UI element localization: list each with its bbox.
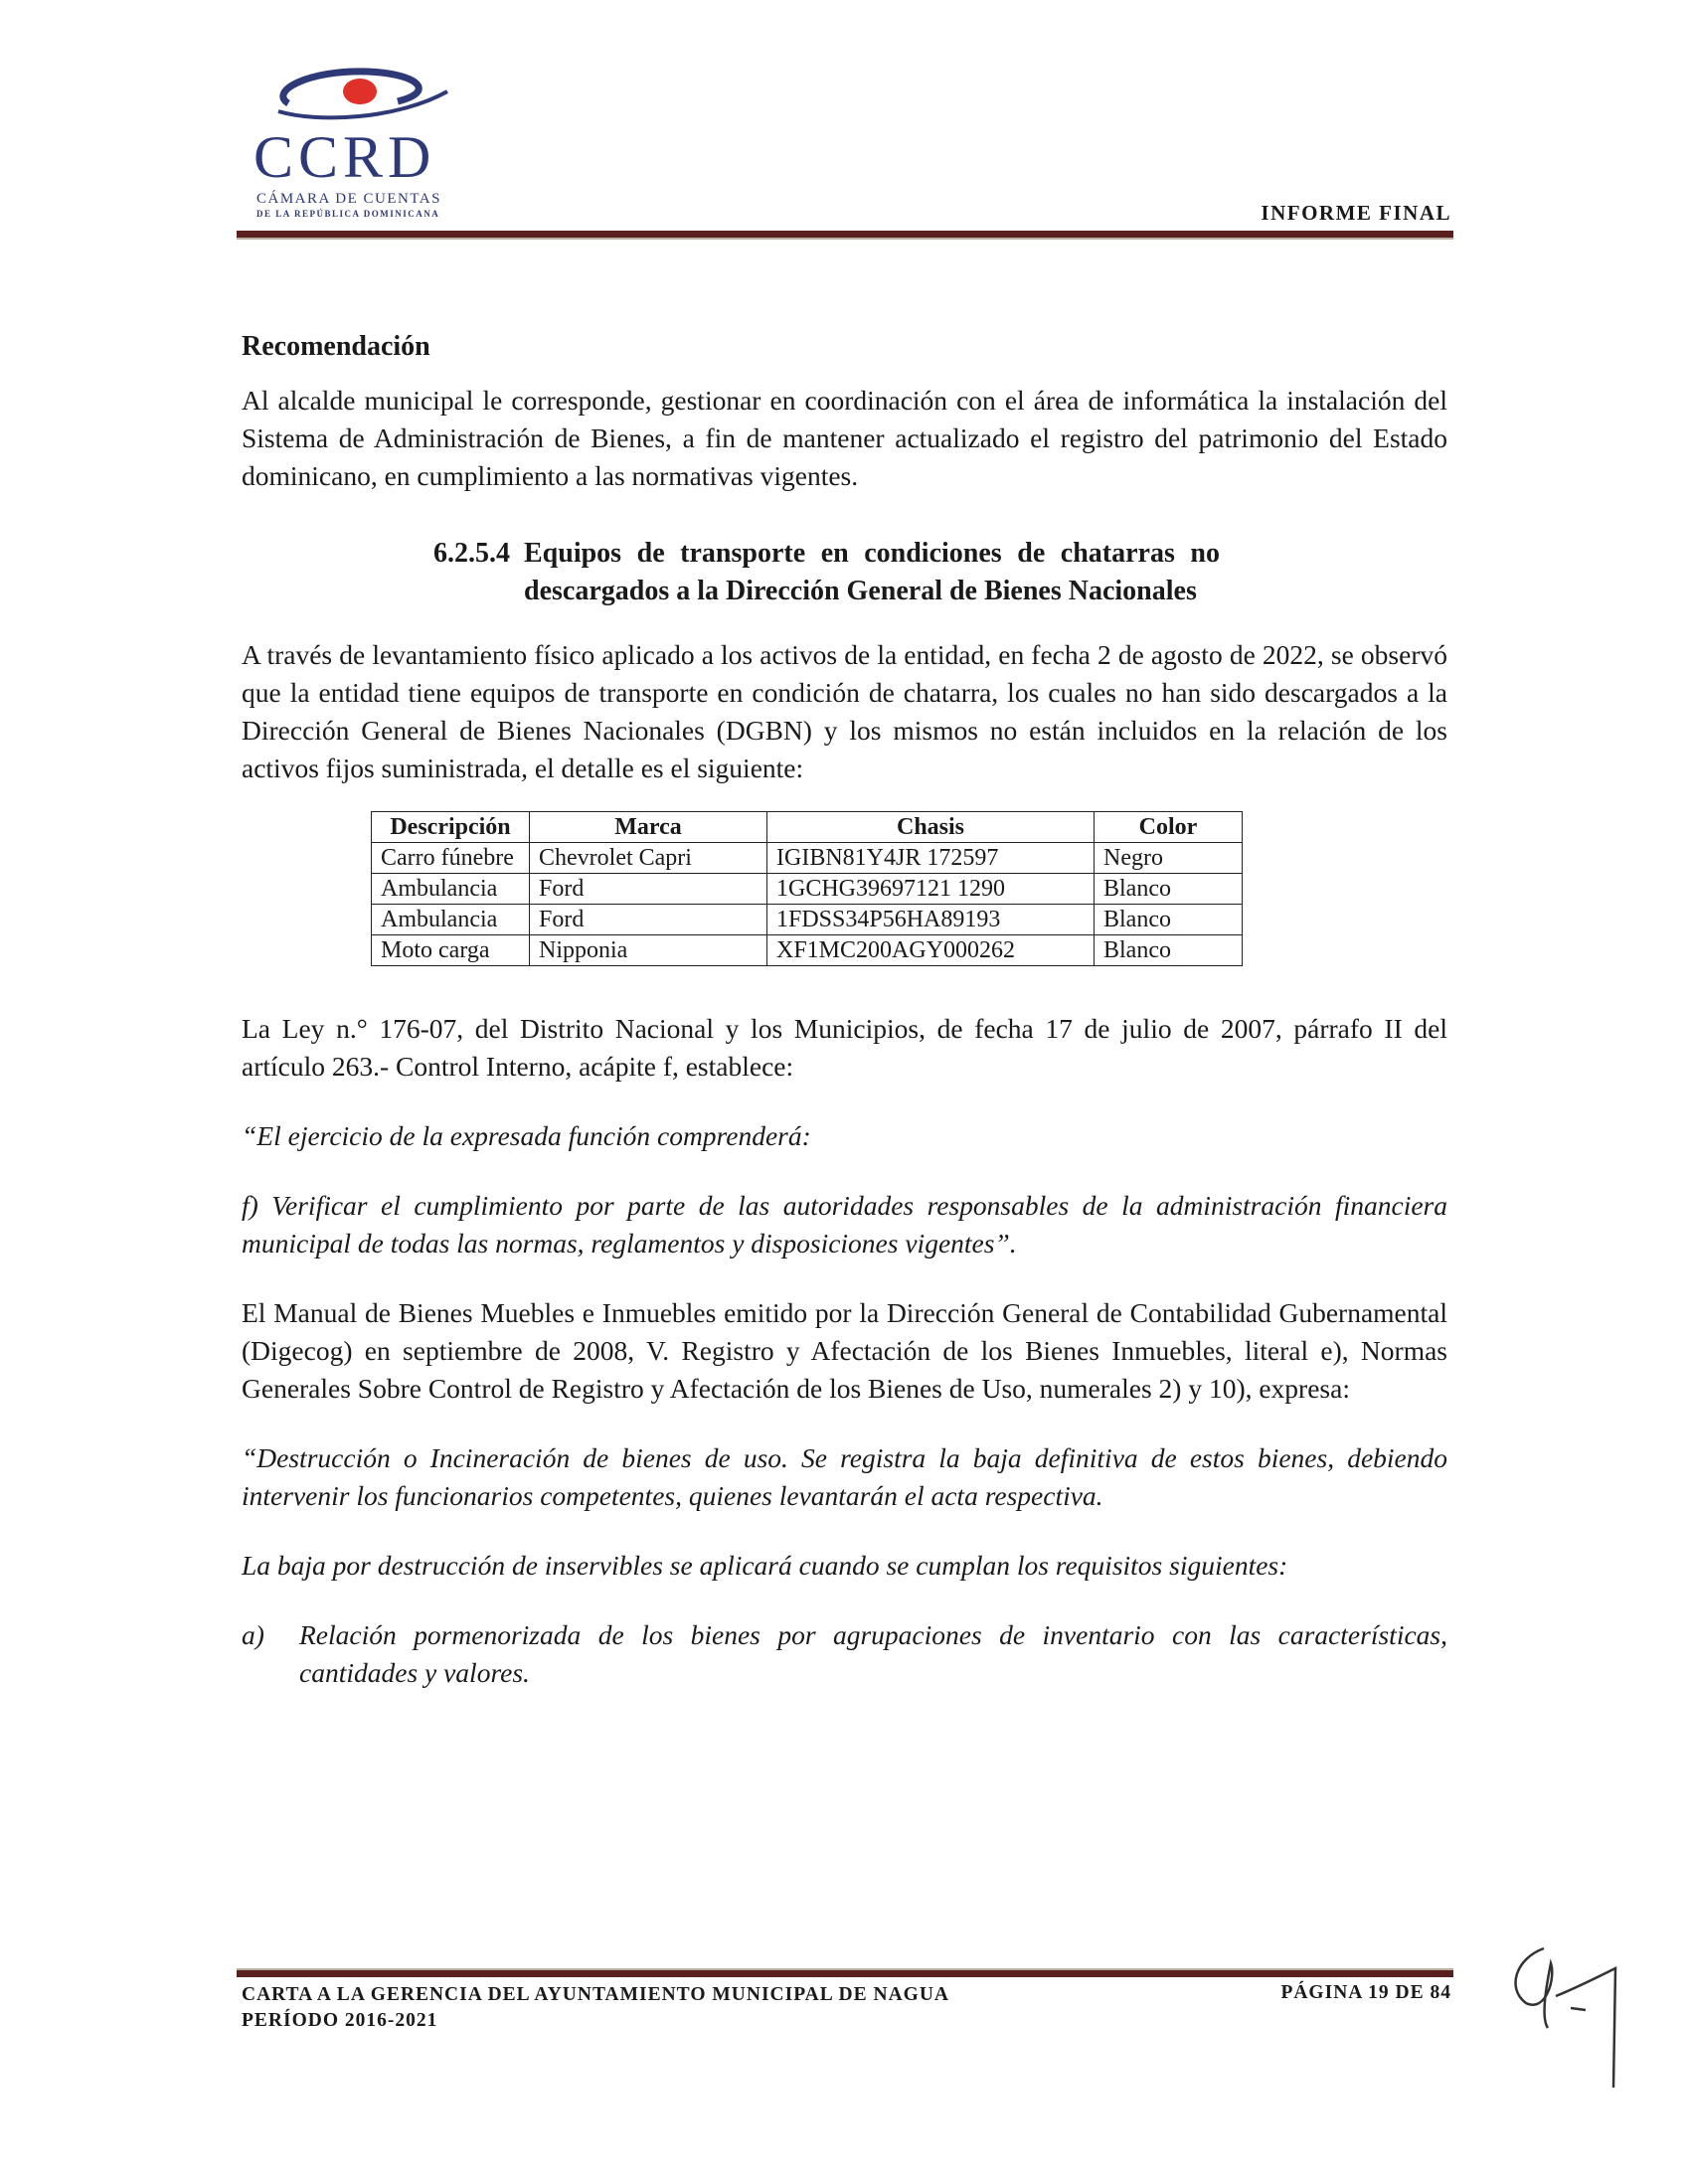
table-cell: Chevrolet Capri — [530, 843, 767, 874]
table-cell: Moto carga — [372, 935, 530, 966]
list-item-text: Relación pormenorizada de los bienes por agrupaciones de inventario con las características, cantidades y valores. — [299, 1619, 1447, 1688]
report-label: INFORME FINAL — [1261, 201, 1451, 225]
table-header: Descripción — [372, 812, 530, 843]
footer-line-2: PERÍODO 2016-2021 — [242, 2010, 438, 2031]
table-cell: Ambulancia — [372, 905, 530, 935]
table-cell: Blanco — [1095, 935, 1243, 966]
table-cell: IGIBN81Y4JR 172597 — [767, 843, 1095, 874]
law-quote-intro: “El ejercicio de la expresada función comprenderá: — [242, 1120, 811, 1151]
table-cell: 1FDSS34P56HA89193 — [767, 905, 1095, 935]
table-cell: 1GCHG39697121 1290 — [767, 874, 1095, 905]
page-content — [242, 328, 1447, 1692]
list-item — [242, 1616, 1447, 1692]
section-intro: A través de levantamiento físico aplicado a los activos de la entidad, en fecha 2 de agosto de 2022, se observó que la entidad tiene equipos de transporte en condición de chatarra, los cuales no han sido descargados a la Dirección General de Bienes Nacionales (DGBN) y los mismos no están incluidos en la relación de los activos fijos suministrada, el detalle es el siguiente: — [242, 639, 1447, 783]
law-text: La Ley n.° 176-07, del Distrito Nacional y los Municipios, de fecha 17 de julio de 2007, párrafo II del artículo 263.- Control Interno, acápite f, establece: — [242, 1013, 1447, 1082]
table-cell: Blanco — [1095, 874, 1243, 905]
handwritten-initials — [1496, 1919, 1645, 2098]
table-cell: Ford — [530, 874, 767, 905]
table-row — [372, 935, 1243, 966]
logo-emblem-icon — [249, 62, 457, 131]
section-number: 6.2.5.4 — [433, 538, 510, 569]
table-cell: Ambulancia — [372, 874, 530, 905]
table-header: Marca — [530, 812, 767, 843]
table-header: Color — [1095, 812, 1243, 843]
footer-line-1: CARTA A LA GERENCIA DEL AYUNTAMIENTO MUNICIPAL DE NAGUA — [242, 1984, 950, 2005]
table-cell: Ford — [530, 905, 767, 935]
manual-quote-requirements: La baja por destrucción de inservibles se aplicará cuando se cumplan los requisitos siguientes: — [242, 1550, 1288, 1581]
recommendation-heading: Recomendación — [242, 331, 430, 362]
header-divider — [237, 231, 1453, 240]
logo-subtitle-2: DE LA REPÚBLICA DOMINICANA — [256, 209, 440, 219]
footer-title — [242, 1982, 949, 2034]
ccrd-logo — [249, 62, 507, 219]
table-row — [372, 905, 1243, 935]
manual-text: El Manual de Bienes Muebles e Inmuebles emitido por la Dirección General de Contabilidad Gubernamental (Digecog) en septiembre de 2008, V. Registro y Afectación de los Bienes Inmuebles, literal e), Normas Generales Sobre Control de Registro y Afectación de los Bienes de Uso, numerales 2) y 10), expresa: — [242, 1297, 1447, 1404]
footer-divider — [237, 1968, 1453, 1977]
table-cell: Carro fúnebre — [372, 843, 530, 874]
section-title: Equipos de transporte en condiciones de chatarras no descargados a la Dirección General de Bienes Nacionales — [524, 538, 1220, 606]
list-item-label: a) — [242, 1619, 264, 1650]
table-header-row — [372, 812, 1243, 843]
table-cell: Nipponia — [530, 935, 767, 966]
table-cell: Negro — [1095, 843, 1243, 874]
table-row — [372, 843, 1243, 874]
vehicles-table — [371, 811, 1243, 966]
table-header: Chasis — [767, 812, 1095, 843]
page-number: PÁGINA 19 DE 84 — [1280, 1982, 1451, 2003]
manual-quote-destruction: “Destrucción o Incineración de bienes de uso. Se registra la baja definitiva de estos bienes, debiendo intervenir los funcionarios competentes, quienes levantarán el acta respectiva. — [242, 1442, 1447, 1511]
table-row — [372, 874, 1243, 905]
logo-subtitle: CÁMARA DE CUENTAS — [256, 191, 441, 207]
table-cell: Blanco — [1095, 905, 1243, 935]
logo-wordmark: CCRD — [253, 124, 436, 190]
section-heading — [242, 535, 1447, 610]
recommendation-text: Al alcalde municipal le corresponde, gestionar en coordinación con el área de informática la instalación del Sistema de Administración de Bienes, a fin de mantener actualizado el registro del patrimonio del Estado dominicano, en cumplimiento a las normativas vigentes. — [242, 385, 1447, 491]
law-quote-item-f: f) Verificar el cumplimiento por parte de las autoridades responsables de la administración financiera municipal de todas las normas, reglamentos y disposiciones vigentes”. — [242, 1190, 1447, 1259]
table-cell: XF1MC200AGY000262 — [767, 935, 1095, 966]
